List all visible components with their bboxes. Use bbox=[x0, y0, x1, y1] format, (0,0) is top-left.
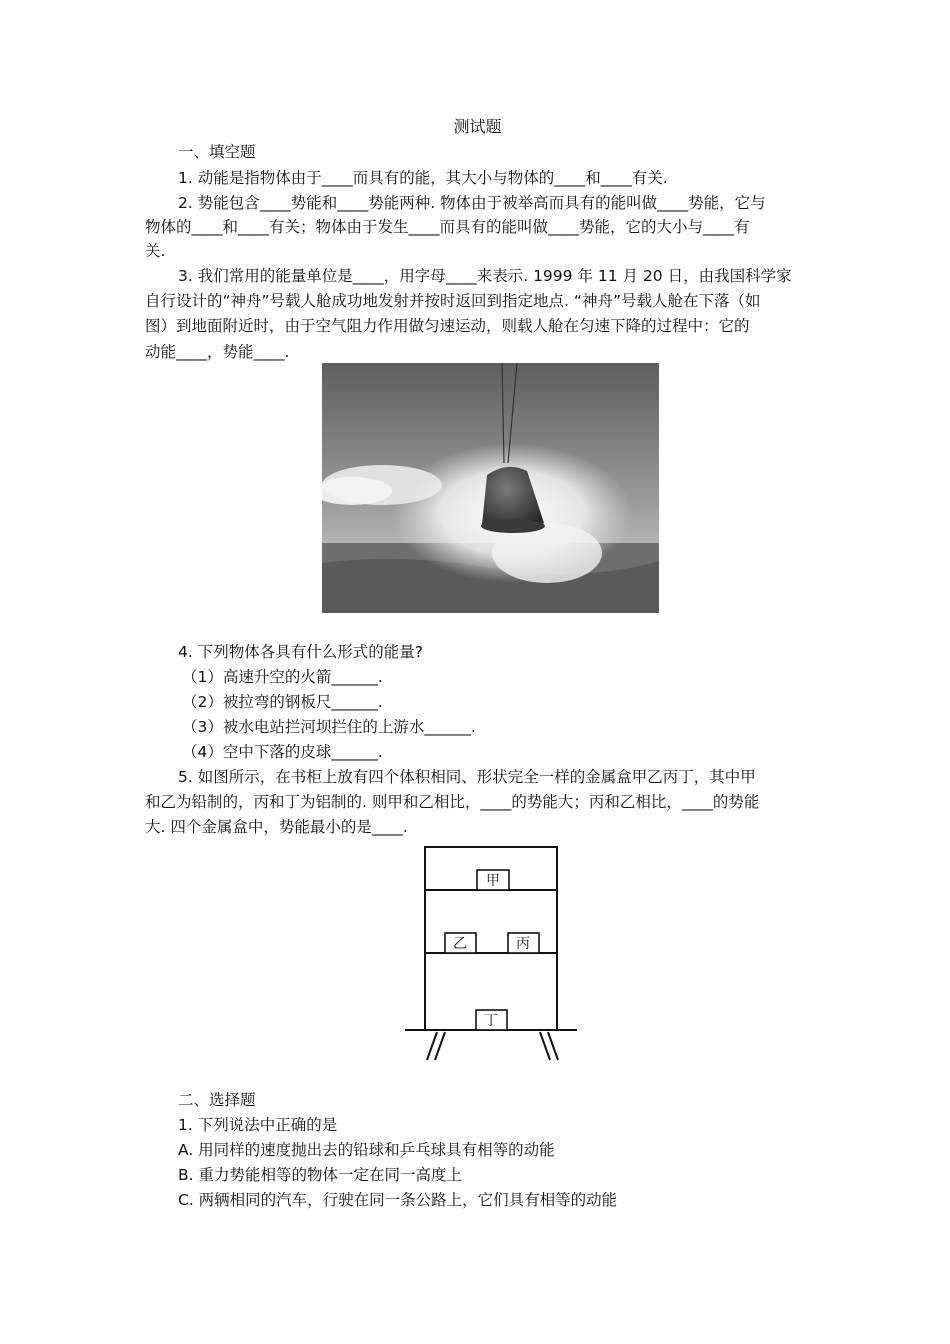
question-4-stem: 4. 下列物体各具有什么形式的能量? bbox=[178, 643, 423, 661]
question-3-line-3: 图）到地面附近时，由于空气阻力作用做匀速运动，则载人舱在匀速下降的过程中：它的 bbox=[145, 317, 750, 335]
right-leg bbox=[540, 1032, 558, 1060]
choice-option-a: A. 用同样的速度抛出去的铅球和乒乓球具有相等的动能 bbox=[178, 1141, 555, 1159]
question-4-item: （1）高速升空的火箭______. bbox=[182, 668, 383, 686]
question-2-line-2: 物体的____和____有关；物体由于发生____而具有的能叫做____势能，它的大小与____有 bbox=[145, 218, 750, 236]
label-ding: 丁 bbox=[484, 1013, 498, 1029]
choice-option-c: C. 两辆相同的汽车，行驶在同一条公路上，它们具有相等的动能 bbox=[178, 1191, 618, 1209]
label-yi: 乙 bbox=[453, 936, 467, 952]
question-3-line-4: 动能____，势能____. bbox=[145, 343, 290, 361]
section1-heading: 一、填空题 bbox=[178, 143, 256, 161]
question-1: 1. 动能是指物体由于____而具有的能，其大小与物体的____和____有关. bbox=[178, 169, 668, 187]
bookshelf-figure bbox=[400, 843, 580, 1063]
question-2-line-3: 关. bbox=[145, 242, 166, 260]
question-5-line-3: 大. 四个金属盒中，势能最小的是____. bbox=[145, 818, 408, 836]
label-bing: 丙 bbox=[516, 936, 530, 952]
question-3-line-2: 自行设计的“神舟”号载人舱成功地发射并按时返回到指定地点. “神舟”号载人舱在下落（如 bbox=[145, 292, 761, 310]
bookshelf-diagram bbox=[400, 843, 580, 1063]
question-2-line-1: 2. 势能包含____势能和____势能两种. 物体由于被举高而具有的能叫做____势能，它与 bbox=[178, 194, 766, 212]
page-title: 测试题 bbox=[453, 117, 502, 136]
label-jia: 甲 bbox=[486, 873, 500, 889]
choice-question-1-stem: 1. 下列说法中正确的是 bbox=[178, 1116, 338, 1134]
left-leg bbox=[427, 1032, 445, 1060]
question-4-item: （2）被拉弯的钢板尺______. bbox=[182, 693, 383, 711]
choice-option-b: B. 重力势能相等的物体一定在同一高度上 bbox=[178, 1166, 462, 1184]
question-4-item: （3）被水电站拦河坝拦住的上游水______. bbox=[182, 718, 476, 736]
question-3-line-1: 3. 我们常用的能量单位是____，用字母____来表示. 1999 年 11 月 20 日，由我国科学家 bbox=[178, 267, 792, 285]
capsule-photo-graphic bbox=[322, 363, 659, 613]
question-5-line-1: 5. 如图所示，在书柜上放有四个体积相同、形状完全一样的金属盒甲乙丙丁，其中甲 bbox=[178, 768, 756, 786]
capsule-photo bbox=[322, 363, 659, 613]
question-5-line-2: 和乙为铅制的，丙和丁为铝制的. 则甲和乙相比，____的势能大；丙和乙相比，____的势能 bbox=[145, 793, 760, 811]
section2-heading: 二、选择题 bbox=[178, 1091, 256, 1109]
question-4-item: （4）空中下落的皮球______. bbox=[182, 743, 383, 761]
